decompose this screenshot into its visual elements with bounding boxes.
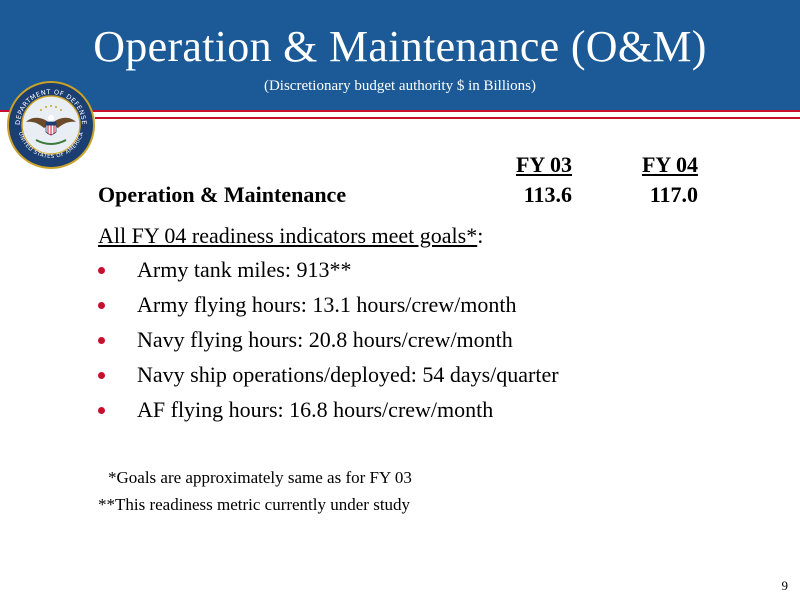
bullet-dot-icon — [98, 267, 105, 274]
list-item-text: AF flying hours: 16.8 hours/crew/month — [137, 397, 494, 422]
svg-text:UNITED STATES OF AMERICA: UNITED STATES OF AMERICA — [16, 131, 86, 161]
page-subtitle: (Discretionary budget authority $ in Billions) — [263, 78, 537, 94]
list-item-text: Navy flying hours: 20.8 hours/crew/month — [137, 327, 513, 352]
list-item-text: Navy ship operations/deployed: 54 days/quarter — [137, 362, 559, 387]
bullet-dot-icon — [98, 302, 105, 309]
readiness-heading-colon: : — [477, 223, 484, 248]
value-fy04: 117.0 — [649, 182, 698, 207]
header-divider — [0, 110, 800, 112]
footnote-metric-study: **This readiness metric currently under study — [98, 495, 411, 514]
list-item-text: Army flying hours: 13.1 hours/crew/month — [137, 292, 517, 317]
footnote-goals: *Goals are approximately same as for FY 03 — [108, 468, 412, 487]
column-header-fy04: FY 04 — [641, 152, 698, 177]
bullet-dot-icon — [98, 407, 105, 414]
bullet-dot-icon — [98, 372, 105, 379]
page-title: Operation & Maintenance (O&M) — [93, 22, 707, 71]
dod-seal-logo — [6, 80, 96, 170]
page-number: 9 — [781, 578, 788, 593]
readiness-heading — [98, 222, 483, 250]
svg-text:DEPARTMENT OF DEFENSE: DEPARTMENT OF DEFENSE — [13, 87, 89, 126]
value-fy03: 113.6 — [523, 182, 572, 207]
row-label-om: Operation & Maintenance — [98, 182, 347, 207]
list-item-text: Army tank miles: 913** — [137, 257, 352, 282]
title-banner — [0, 0, 800, 110]
column-header-fy03: FY 03 — [515, 152, 572, 177]
readiness-heading-text: All FY 04 readiness indicators meet goals* — [98, 223, 478, 248]
header-divider-lower — [95, 117, 800, 119]
bullet-dot-icon — [98, 337, 105, 344]
